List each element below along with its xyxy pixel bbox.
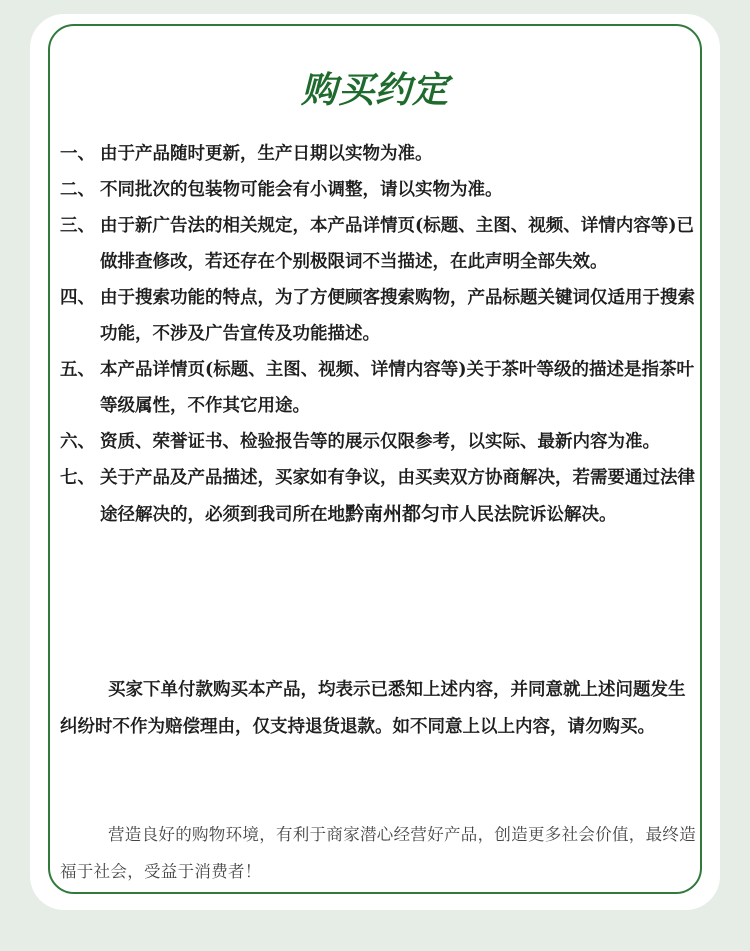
term-item xyxy=(60,280,700,352)
term-text: 不同批次的包装物可能会有小调整，请以实物为准。 xyxy=(100,180,503,200)
term-item xyxy=(60,136,700,172)
term-item xyxy=(60,424,700,460)
term-text: 关于产品及产品描述，买家如有争议，由买卖双方协商解决，若需要通过法律途径解决的，必须到我司所在地 xyxy=(100,468,695,525)
court-location: 黔南州都匀市 xyxy=(345,503,460,525)
term-item xyxy=(60,208,700,280)
term-text: 本产品详情页(标题、主图、视频、详情内容等)关于茶叶等级的描述是指茶叶等级属性，不作其它用途。 xyxy=(100,360,695,416)
term-item xyxy=(60,460,700,533)
page-title: 购买约定 xyxy=(300,70,449,111)
term-number: 六、 xyxy=(60,432,95,452)
term-number: 二、 xyxy=(60,180,95,200)
terms-list xyxy=(60,136,700,533)
term-text: 由于搜索功能的特点，为了方便顾客搜索购物，产品标题关键词仅适用于搜索功能，不涉及广告宣传及功能描述。 xyxy=(100,288,695,344)
slogan-text: 营造良好的购物环境，有利于商家潜心经营好产品，创造更多社会价值，最终造福于社会，受益于消费者！ xyxy=(60,825,696,881)
term-number: 四、 xyxy=(60,288,95,308)
term-number: 一、 xyxy=(60,144,95,164)
term-number: 七、 xyxy=(60,468,95,488)
term-number: 三、 xyxy=(60,216,95,236)
term-number: 五、 xyxy=(60,360,95,380)
purchase-notice: 买家下单付款购买本产品，均表示已悉知上述内容，并同意就上述问题发生纠纷时不作为赔偿理由，仅支持退货退款。如不同意上以上内容，请勿购买。 xyxy=(60,680,686,737)
term-item xyxy=(60,352,700,424)
term-text: 由于新广告法的相关规定，本产品详情页(标题、主图、视频、详情内容等)已做排查修改，若还存在个别极限词不当描述，在此声明全部失效。 xyxy=(100,216,695,272)
term-text: 人民法院诉讼解决。 xyxy=(459,505,617,525)
term-item xyxy=(60,172,700,208)
term-text: 由于产品随时更新，生产日期以实物为准。 xyxy=(100,144,433,164)
term-text: 资质、荣誉证书、检验报告等的展示仅限参考，以实际、最新内容为准。 xyxy=(100,432,660,452)
